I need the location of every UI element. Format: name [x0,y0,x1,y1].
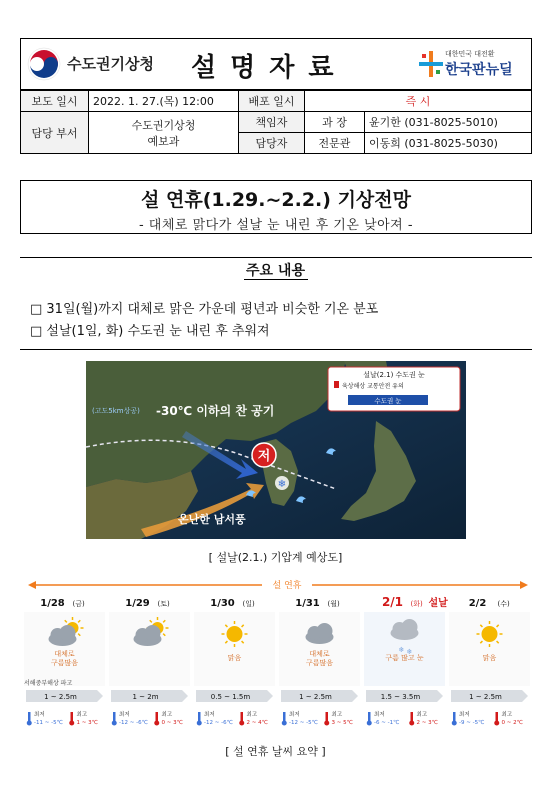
min-label: 최저 [374,712,385,718]
legend-item: 육상해상 교통안전 유의 [342,383,404,390]
max-label: 최고 [76,712,88,718]
day-max-temp: 1 ~ 3℃ [76,720,98,726]
forecast-days [24,595,530,726]
day-weather: 대체로 [309,650,330,658]
snowflake-icon: ❄ [277,479,287,490]
dept-name: 수도권기상청 [131,118,196,132]
key-points-heading: 주요 내용 [246,263,305,279]
day-date: 1/31 [295,598,320,609]
dept-label: 담당 부서 [21,112,89,154]
day-date: 1/28 [40,598,65,609]
day-date: 1/30 [210,598,235,609]
day-min-temp: -12 ~ -5℃ [289,720,318,726]
day-min-temp: -11 ~ -5℃ [34,720,63,726]
day-weather: 맑음 [482,654,497,662]
cloud-puff [402,619,418,635]
min-label: 최저 [459,712,470,718]
info-table [20,90,532,154]
day-max-temp: 0 ~ 3℃ [161,720,183,726]
wave-note: 서해중부해상 파고 [24,680,73,687]
day-wave: 1.5 ~ 3.5m [380,693,421,701]
max-label: 최고 [501,712,513,718]
legend-button-label: 수도권 눈 [374,397,402,405]
summary-caption: [ 설 연휴 날씨 요약 ] [225,745,326,758]
day-date: 2/1 [381,595,404,609]
min-thermometer-bulb [282,721,287,726]
cloud-puff [145,625,161,641]
partner-subtitle: 대한민국 대전환 [445,50,495,58]
dept-team: 예보과 [147,134,180,148]
main-title: 설 연휴(1.29.~2.2.) 기상전망 [141,189,411,211]
day-of-week: (금) [72,600,85,608]
day-max-temp: 3 ~ 5℃ [331,720,353,726]
government-emblem-icon [27,47,61,81]
day-weather: 맑음 [227,654,242,662]
sub-title: - 대체로 맑다가 설날 눈 내린 후 기온 낮아져 - [138,218,414,233]
snowflake-icon: ❄ [398,646,405,654]
day-weather: 구름많음 [305,659,334,667]
staff-title: 전문관 [305,133,365,154]
pressure-map [86,361,466,539]
day-weather: 구름많음 [50,659,79,667]
max-thermometer-bulb [239,721,244,726]
legend-warning-icon [334,381,339,388]
map-caption: [ 설날(2.1.) 기압계 예상도] [208,551,343,564]
period-arrow-right-icon [520,581,528,589]
report-date-label: 보도 일시 [21,91,89,112]
day-wave: 1 ~ 2.5m [299,693,332,701]
forecast-summary [22,572,532,732]
new-deal-logo-icon [419,51,443,77]
agency-name: 수도권기상청 [67,55,154,73]
period-label: 설 연휴 [272,581,302,591]
day-of-week: (월) [327,600,340,608]
key-point-item: □ 31일(월)까지 대체로 맑은 가운데 평년과 비슷한 기온 분포 [30,302,379,317]
low-pressure-label: 저 [257,449,271,464]
title-box [20,180,532,234]
cold-air-label: -30℃ 이하의 찬 공기 [156,404,275,418]
max-thermometer-bulb [324,721,329,726]
day-of-week: (토) [157,600,170,608]
max-thermometer-bulb [154,721,159,726]
min-thermometer-bulb [197,721,202,726]
day-of-week: (화) [410,600,423,608]
max-label: 최고 [416,712,428,718]
day-wave: 1 ~ 2.5m [469,693,502,701]
max-thermometer-bulb [69,721,74,726]
min-thermometer-bulb [367,721,372,726]
day-min-temp: -12 ~ -6℃ [119,720,148,726]
key-points-top-rule [20,257,532,258]
day-wave: 0.5 ~ 1.5m [210,693,251,701]
distribution-label: 배포 일시 [239,91,305,112]
day-weather: 구름 많고 눈 [385,654,424,662]
snowflake-icon: ❄ [406,648,413,656]
cloud-puff [60,625,76,641]
key-points-heading-underline [244,279,308,280]
day-holiday: 설날 [428,598,448,609]
day-max-temp: 0 ~ 2℃ [501,720,523,726]
report-date: 2022. 1. 27.(목) 12:00 [89,91,239,112]
max-label: 최고 [246,712,258,718]
day-min-temp: -12 ~ -6℃ [204,720,233,726]
document-header [20,38,532,90]
day-min-temp: -6 ~ -1℃ [374,720,400,726]
cloud-puff [317,623,333,639]
key-point-item: □ 설날(1일, 화) 수도권 눈 내린 후 추워져 [30,324,270,339]
max-label: 최고 [331,712,343,718]
min-label: 최저 [119,712,130,718]
max-label: 최고 [161,712,173,718]
day-column [279,612,360,686]
min-label: 최저 [34,712,45,718]
day-date: 2/2 [468,598,487,609]
manager-title: 과 장 [305,112,365,133]
sun-icon [482,626,498,642]
altitude-label: (고도5km상공) [92,407,140,415]
max-thermometer-bulb [494,721,499,726]
document-title: 설명자료 [191,53,348,83]
staff-name: 이동희 (031-8025-5030) [365,133,532,154]
manager-name: 윤기한 (031-8025-5010) [365,112,532,133]
min-thermometer-bulb [27,721,32,726]
dept-cell [89,112,239,154]
staff-label: 담당자 [239,133,305,154]
min-thermometer-bulb [112,721,117,726]
period-arrow-left-icon [28,581,36,589]
manager-label: 책임자 [239,112,305,133]
legend-title: 설날(2.1) 수도권 눈 [363,371,425,379]
day-of-week: (일) [242,600,255,608]
min-thermometer-bulb [452,721,457,726]
day-wave: 1 ~ 2.5m [44,693,77,701]
day-min-temp: -9 ~ -5℃ [459,720,485,726]
key-points-bottom-rule [20,349,532,350]
day-column [109,612,190,686]
sun-icon [227,626,243,642]
day-of-week: (수) [497,600,510,608]
day-date: 1/29 [125,598,150,609]
day-column [24,612,105,686]
min-label: 최저 [204,712,215,718]
max-thermometer-bulb [409,721,414,726]
day-max-temp: 2 ~ 3℃ [416,720,438,726]
partner-name: 한국판뉴딜 [445,62,513,78]
day-weather: 대체로 [54,650,75,658]
distribution-value: 즉 시 [305,91,532,112]
day-max-temp: 2 ~ 4℃ [246,720,268,726]
day-wave: 1 ~ 2m [132,693,159,701]
warm-air-label: 온난한 남서풍 [178,513,246,526]
min-label: 최저 [289,712,300,718]
